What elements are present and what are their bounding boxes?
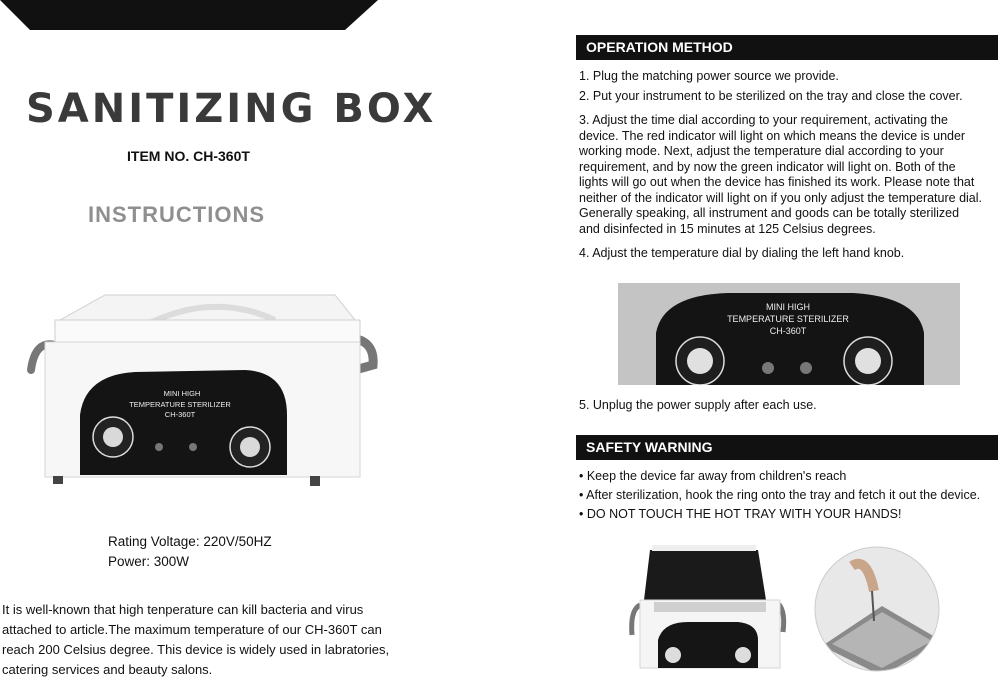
step-1: 1. Plug the matching power source we provide.	[579, 69, 839, 83]
device-panel-model: CH-360T	[164, 410, 196, 419]
safety-warning-heading: SAFETY WARNING	[576, 435, 998, 460]
description-line: catering services and beauty salons.	[2, 662, 213, 677]
step-3-line: lights will go out when the device has finished its work. Please note that	[579, 175, 975, 189]
panel-model: CH-360T	[769, 326, 807, 336]
device-panel-line1: MINI HIGH	[163, 389, 201, 398]
safety-bullet: • DO NOT TOUCH THE HOT TRAY WITH YOUR HANDS!	[579, 507, 902, 521]
step-3-line: Generally speaking, all instrument and goods can be totally sterilized	[579, 206, 960, 220]
open-sterilizer-image	[628, 540, 788, 672]
device-panel-line2: TEMPERATURE STERILIZER	[129, 400, 231, 409]
step-3-line: requirement, and by now the green indicator will light on. Both of the	[579, 159, 956, 174]
control-panel-image	[618, 283, 960, 385]
safety-bullet: • After sterilization, hook the ring onto the tray and fetch it out the device.	[579, 488, 981, 502]
page-title: SANITIZING BOX	[26, 86, 437, 132]
instructions-heading: INSTRUCTIONS	[88, 202, 265, 227]
step-5: 5. Unplug the power supply after each use.	[579, 398, 817, 412]
item-number: ITEM NO. CH-360T	[127, 148, 250, 164]
description-paragraph	[2, 600, 402, 680]
panel-line2: TEMPERATURE STERILIZER	[727, 314, 849, 324]
step-3-line: 3. Adjust the time dial according to your requirement, activating the	[579, 113, 948, 127]
step-3-line: device. The red indicator will light on which means the device is under	[579, 128, 966, 143]
step-4: 4. Adjust the temperature dial by dialing the left hand knob.	[579, 246, 905, 260]
tray-hook-image	[812, 546, 942, 672]
top-banner-shape	[0, 0, 380, 32]
rating-voltage: Rating Voltage: 220V/50HZ	[108, 534, 272, 549]
panel-line1: MINI HIGH	[766, 302, 810, 312]
description-line: reach 200 Celsius degree. This device is widely used in labratories,	[2, 642, 390, 657]
description-line: It is well-known that high tenperature can kill bacteria and virus	[2, 602, 364, 617]
safety-bullet: • Keep the device far away from children's reach	[579, 469, 847, 483]
operation-method-heading: OPERATION METHOD	[576, 35, 998, 60]
step-3-line: and disinfected in 15 minutes at 125 Celsius degrees.	[579, 221, 876, 236]
description-line: attached to article.The maximum temperature of our CH-360T can	[2, 622, 382, 637]
step-3-line: working mode. Next, adjust the temperature dial according to your	[579, 144, 944, 158]
step-3-line: neither of the indicator will light on if you only adjust the temperature dial.	[579, 190, 983, 205]
step-2: 2. Put your instrument to be sterilized on the tray and close the cover.	[579, 89, 963, 103]
step-3	[579, 113, 999, 237]
power-rating: Power: 300W	[108, 554, 190, 569]
sterilizer-device-image	[25, 290, 385, 490]
